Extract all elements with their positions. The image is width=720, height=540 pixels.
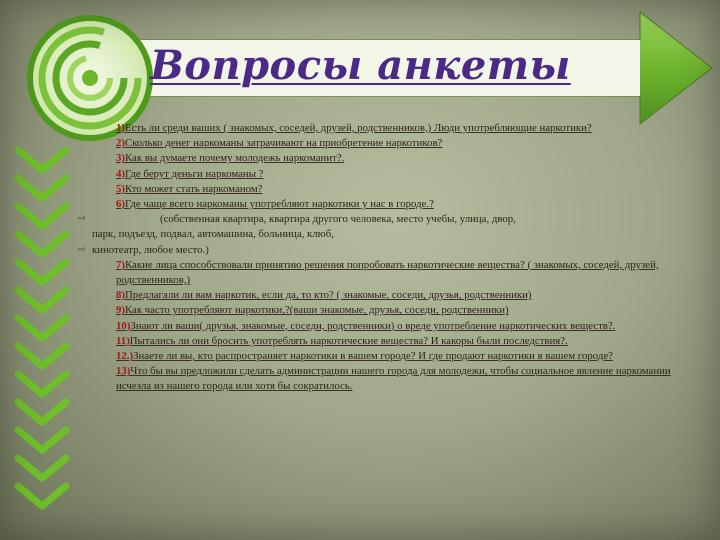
question-3: 3)Как вы думаете почему молодежь наркоманит?. [116, 152, 345, 165]
question-5: 5)Кто может стать наркоманом? [116, 182, 263, 195]
arrow-right-outline-icon: ⇨ [78, 214, 86, 225]
green-chevron-stack-icon [18, 150, 66, 506]
question-10: 10)Знают ли ваши( друзья, знакомые, соседи, родственники) о вреде употребление наркотических веществ?. [116, 319, 616, 332]
arrow-right-outline-icon: ⇨ [78, 244, 86, 255]
question-4: 4)Где берут деньги наркоманы ? [116, 167, 264, 180]
questionnaire [78, 121, 692, 395]
question-9: 9)Как часто употребляют наркотики,?(ваши знакомые, друзья, соседи, родственники) [116, 304, 509, 317]
question-7: 7)Какие лица способствовали принятию решения попробовать наркотические вещества? ( знакомых, соседей, друзей, родственников,) [116, 258, 659, 287]
note-line-2: парк, подъезд, подвал, автомашина, больница, клюб, [92, 228, 334, 241]
note-line-3: ⇨ кинотеатр, любое место.) [92, 243, 692, 258]
question-13: 13)Что бы вы предложили сделать администрации нашего города для молодежи, чтобы социальное явление наркомании исчезла из нашего города или хотя бы сократилось. [116, 365, 671, 393]
question-6: 6)Где чаще всего наркоманы употребляют наркотики у нас в городе.? [116, 198, 434, 211]
question-8: 8)Предлагали ли вам наркотик, если да, то кто? ( знакомые, соседи, друзья, родственники) [116, 289, 532, 302]
question-2: 2)Сколько денег наркоманы затрачивают на приобретение наркотиков? [116, 137, 443, 150]
question-1: 1)Есть ли среди ваших ( знакомых, соседей, друзей, родственников,) Люди употребляющие наркотики? [116, 122, 592, 134]
page-title: Вопросы анкеты [150, 42, 571, 89]
question-11: 11)Пытались ли они бросить употреблять наркотические вещества? И какоры были последствия?. [116, 334, 568, 347]
question-12: 12.)Знаете ли вы, кто распространяет наркотики в вашем городе? И где продают наркотики в вашем городе? [116, 350, 613, 363]
note-line-1: ⇨ (собственная квартира, квартира другого человека, место учебы, улица, двор, [92, 212, 692, 227]
